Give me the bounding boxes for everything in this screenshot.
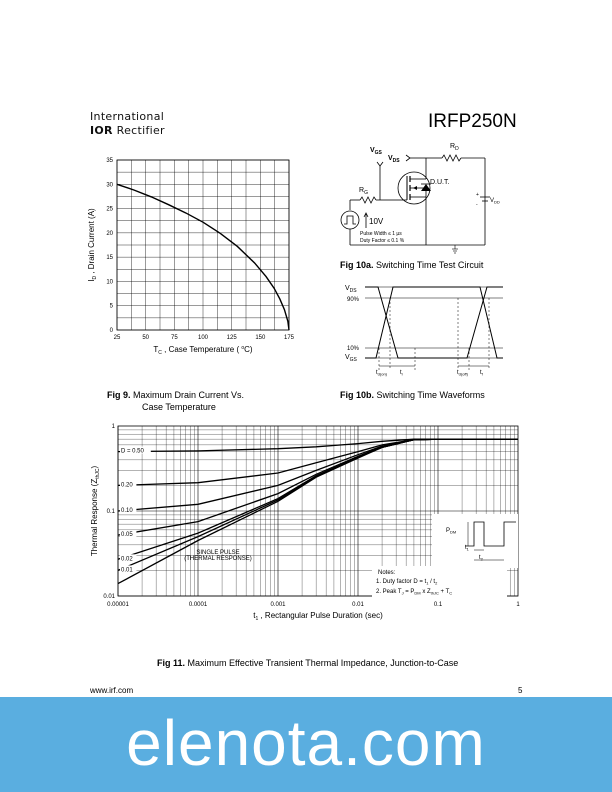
y-tick-label: 0.01 (103, 594, 115, 600)
pulse-width-note: Pulse Width ≤ 1 µs (360, 231, 402, 237)
x-tick-label: 0.001 (270, 602, 286, 608)
t1-label: $t_1$ (465, 545, 469, 552)
fig10b-caption-number: Fig 10b. (340, 390, 375, 400)
fig9-caption-number: Fig 9. (107, 390, 131, 400)
series-label: 0.10 (121, 508, 133, 514)
rd-label: $R_D$ (450, 143, 459, 152)
vgs-waveform (365, 287, 503, 358)
y-tick-label: 5 (109, 303, 113, 310)
footer-url: www.irf.com (90, 686, 134, 695)
page-number: 5 (518, 686, 523, 695)
series-label: 0.05 (121, 532, 133, 539)
x-tick-label: 100 (197, 335, 209, 341)
pulse-generator (341, 211, 359, 229)
x-tick-label: 0.01 (352, 602, 364, 608)
ten-percent-label: 10% (347, 346, 360, 352)
waveform-vds-label: $V_{DS}$ (345, 285, 357, 294)
y-tick-label: 20 (106, 230, 113, 237)
rd-resistor (442, 155, 461, 161)
x-axis-label: $T_C$ , Case Temperature ( $^o$C) (153, 345, 253, 356)
ior-logo-mark: IOR (90, 124, 113, 137)
y-tick-label: 25 (106, 206, 113, 213)
waveform-vgs-label: $V_{GS}$ (345, 354, 357, 363)
fig10a-caption-number: Fig 10a. (340, 260, 374, 270)
y-tick-label: 0.1 (106, 509, 115, 515)
y-tick-label: 1 (111, 424, 115, 430)
fig11-caption (157, 658, 458, 668)
series-label: 0.20 (121, 482, 133, 489)
drain-current-vs-temperature-chart (80, 150, 305, 362)
x-tick-label: 0.0001 (188, 602, 208, 608)
part-number: IRFP250N (428, 111, 517, 132)
tdon-label: $t_{d(on)}$ (376, 370, 388, 377)
vgs-terminal-arrow (377, 162, 383, 166)
t2-label: $t_2$ (479, 555, 483, 562)
tr-label: $t_r$ (400, 370, 404, 377)
series-label: 0.02 (121, 556, 133, 563)
series-label: 0.01 (121, 567, 133, 574)
watermark-text: elenota.com (126, 707, 486, 779)
transient-thermal-impedance-chart (80, 418, 530, 623)
x-tick-label: 125 (226, 335, 237, 341)
notes-title: Notes: (378, 570, 396, 576)
note-1: 1. Duty factor $D = t_1 / t_2$ (376, 579, 438, 586)
switching-time-waveforms (343, 278, 513, 378)
fig10a-caption (340, 260, 483, 270)
x-axis-label: $t_1$ , Rectangular Pulse Duration (sec) (253, 611, 383, 622)
rg-label: $R_G$ (359, 187, 368, 196)
fig10b-caption-text: Switching Time Waveforms (376, 390, 485, 400)
tdoff-label: $t_{d(off)}$ (457, 370, 468, 377)
fig9-caption (107, 390, 244, 400)
y-tick-label: 30 (106, 182, 113, 189)
vdd-plus: + (476, 192, 479, 198)
company-logo-line2 (90, 124, 165, 137)
y-tick-label: 10 (106, 279, 113, 286)
y-tick-label: 35 (106, 158, 113, 164)
note-2: 2. Peak $T_J = P_{DM}$ x $Z_{thJC} + T_C$ (376, 589, 453, 596)
y-axis-label: Thermal Response $(Z_{thJC})$ (90, 465, 101, 557)
x-tick-label: 50 (142, 335, 150, 341)
y-axis-label: $I_D$ , Drain Current (A) (87, 208, 98, 282)
x-tick-label: 0.1 (433, 602, 443, 608)
x-tick-label: 1 (516, 602, 520, 608)
company-logo-line1: International (90, 110, 165, 123)
pdm-label: $P_{DM}$ (446, 528, 457, 535)
fig11-caption-number: Fig 11. (157, 658, 186, 668)
x-tick-label: 25 (113, 335, 121, 341)
y-tick-label: 0 (109, 328, 113, 334)
vdd-label: $V_{DD}$ (490, 198, 500, 205)
dut-label: D.U.T. (430, 179, 450, 186)
company-logo-rectifier: Rectifier (116, 124, 165, 137)
fig10b-caption (340, 390, 485, 400)
ten-volt-label: 10V (369, 217, 384, 226)
x-tick-label: 175 (283, 335, 295, 341)
single-pulse-label: SINGLE PULSE (196, 550, 240, 556)
y-tick-label: 15 (106, 255, 113, 262)
x-tick-label: 75 (170, 335, 178, 341)
duty-factor-note: Duty Factor ≤ 0.1 % (360, 238, 405, 244)
vgs-label: $V_{GS}$ (370, 147, 382, 156)
vds-label: $V_{DS}$ (388, 155, 400, 164)
x-tick-label: 150 (255, 335, 266, 341)
tf-label: $t_f$ (480, 370, 483, 377)
fig9-caption-text1: Maximum Drain Current Vs. (133, 390, 245, 400)
vds-terminal-arrow (406, 155, 410, 161)
rg-resistor (360, 197, 376, 203)
fig9-caption-text2: Case Temperature (142, 402, 216, 412)
fig10a-caption-text: Switching Time Test Circuit (376, 260, 484, 270)
thermal-response-label: (THERMAL RESPONSE) (184, 556, 252, 562)
thermal-curve (118, 439, 518, 451)
switching-time-test-circuit (330, 140, 510, 255)
vdd-minus: - (476, 202, 478, 208)
series-label: D = 0.50 (121, 448, 144, 455)
x-tick-label: 0.00001 (107, 602, 129, 608)
fig11-caption-text: Maximum Effective Transient Thermal Impedance, Junction-to-Case (187, 658, 459, 668)
ninety-percent-label: 90% (347, 297, 360, 303)
